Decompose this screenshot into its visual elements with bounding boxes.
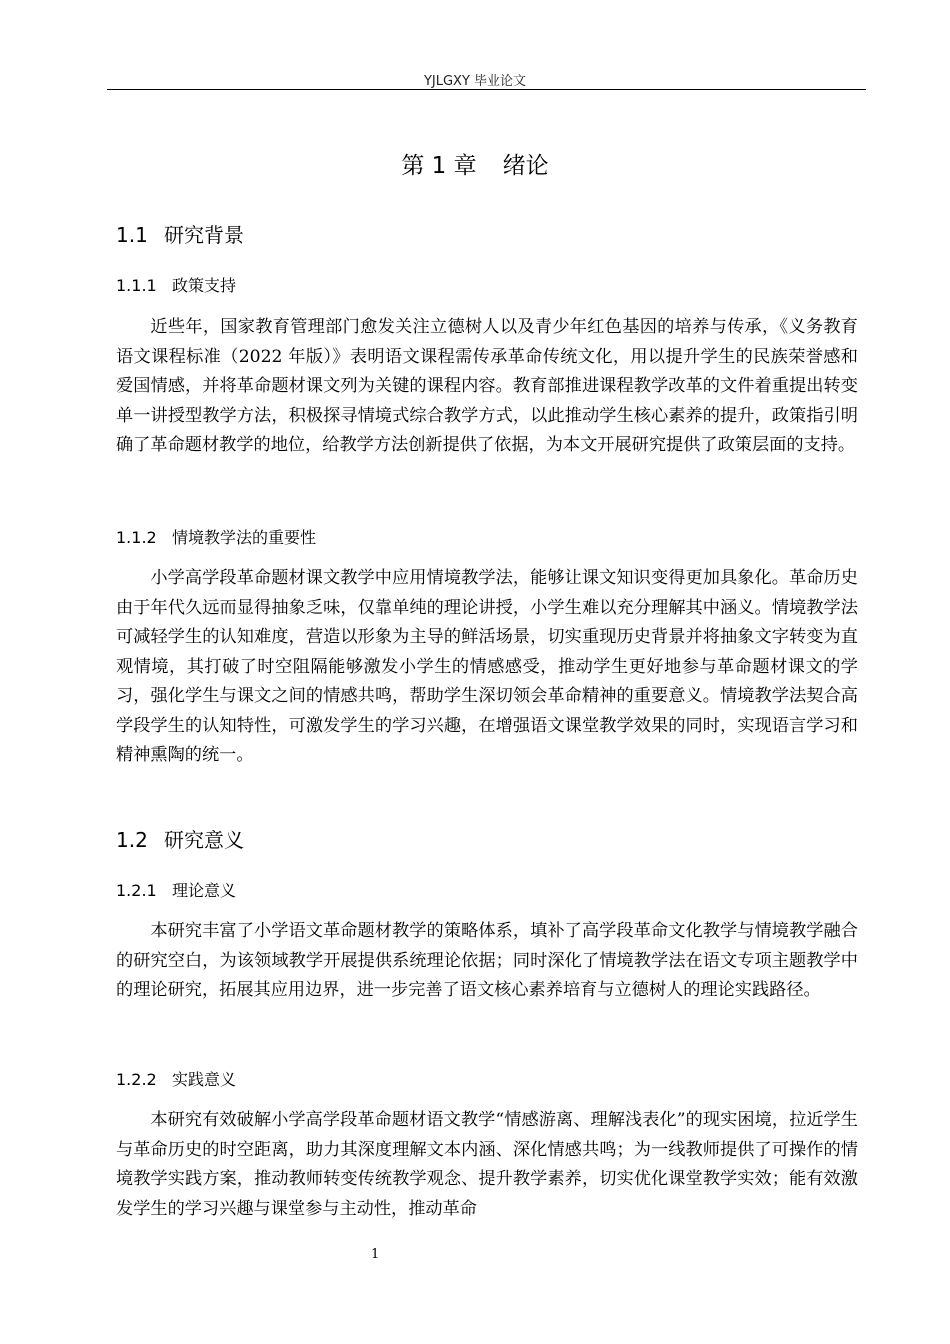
- body-paragraph: 小学高学段革命题材课文教学中应用情境教学法，能够让课文知识变得更加具象化。革命历史由于年代久远而显得抽象乏味，仅靠单纯的理论讲授，小学生难以充分理解其中涵义。情境教学法可减轻学生的认知难度，营造以形象为主导的鲜活场景，切实重现历史背景并将抽象文字转变为直观情境，其打破了时空阻隔能够激发小学生的情感感受，推动学生更好地参与革命题材课文的学习，强化学生与课文之间的情感共鸣，帮助学生深切领会革命精神的重要意义。情境教学法契合高学段学生的认知特性，可激发学生的学习兴趣，在增强语文课堂教学效果的同时，实现语言学习和精神熏陶的统一。: [116, 568, 858, 765]
- section-title: 研究背景: [164, 223, 244, 247]
- subsection-heading: [116, 878, 236, 901]
- chapter-number: 第 1 章: [401, 153, 477, 179]
- chapter-title: [0, 147, 950, 180]
- page-header: YJLGXY 毕业论文: [423, 74, 527, 89]
- subsection-title: 情境教学法的重要性: [172, 528, 317, 547]
- page-number: 1: [371, 1247, 380, 1262]
- section-title: 研究意义: [164, 828, 244, 852]
- body-paragraph: 本研究丰富了小学语文革命题材教学的策略体系，填补了高学段革命文化教学与情境教学融合的研究空白，为该领域教学开展提供系统理论依据；同时深化了情境教学法在语文专项主题教学中的理论研究，拓展其应用边界，进一步完善了语文核心素养培育与立德树人的理论实践路径。: [116, 921, 858, 1000]
- subsection-heading: [116, 525, 316, 548]
- header-divider: [107, 89, 866, 90]
- subsection-title: 政策支持: [172, 276, 237, 295]
- subsection-heading: [116, 273, 236, 296]
- body-paragraph: 近些年，国家教育管理部门愈发关注立德树人以及青少年红色基因的培养与传承，《义务教育语文课程标准（2022 年版）》表明语文课程需传承革命传统文化，用以提升学生的民族荣誉感和爱国情感，并将革命题材课文列为关键的课程内容。教育部推进课程教学改革的文件着重提出转变单一讲授型教学方法，积极探寻情境式综合教学方式，以此推动学生核心素养的提升，政策指引明确了革命题材教学的地位，给教学方法创新提供了依据，为本文开展研究提供了政策层面的支持。: [116, 317, 858, 455]
- subsection-title: 理论意义: [172, 881, 237, 900]
- section-heading: [116, 824, 244, 853]
- section-number: 1.1: [116, 223, 148, 247]
- subsection-number: 1.1.2: [116, 528, 157, 547]
- subsection-number: 1.2.1: [116, 881, 157, 900]
- subsection-title: 实践意义: [172, 1070, 237, 1089]
- section-number: 1.2: [116, 828, 148, 852]
- section-heading: [116, 219, 244, 248]
- body-paragraph: 本研究有效破解小学高学段革命题材语文教学“情感游离、理解浅表化”的现实困境，拉近学生与革命历史的时空距离，助力其深度理解文本内涵、深化情感共鸣；为一线教师提供了可操作的情境教学实践方案，推动教师转变传统教学观念、提升教学素养，切实优化课堂教学实效；能有效激发学生的学习兴趣与课堂参与主动性，推动革命: [116, 1110, 858, 1219]
- chapter-name: 绪论: [502, 153, 549, 179]
- subsection-number: 1.2.2: [116, 1070, 157, 1089]
- subsection-number: 1.1.1: [116, 276, 157, 295]
- subsection-heading: [116, 1067, 236, 1090]
